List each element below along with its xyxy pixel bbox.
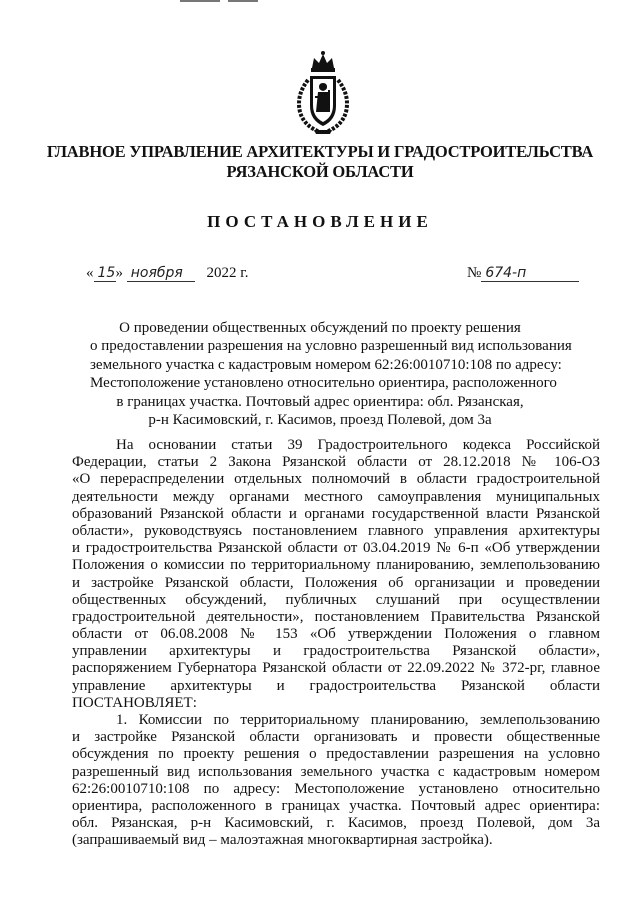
subject-line: О проведении общественных обсуждений по проекту решения xyxy=(119,320,521,336)
scan-mark xyxy=(180,0,270,6)
document-body xyxy=(72,437,600,850)
body-line: области от 06.08.2008 № 153 «Об утверждении Положения о главном xyxy=(72,626,600,643)
body-line: 1. Комиссии по территориальному планированию, землепользованию xyxy=(116,712,600,728)
body-line: области», руководствуясь постановлением главного управления архитектуры xyxy=(72,522,600,539)
body-line: и застройке Рязанской области организовать и провести общественные xyxy=(72,729,600,746)
document-type-title: ПОСТАНОВЛЕНИЕ xyxy=(207,212,433,231)
body-line: и застройке Рязанской области, Положения об организации и проведении xyxy=(72,574,600,591)
body-line: «О перераспределении отдельных полномочий в области градостроительной xyxy=(72,471,600,488)
subject-line: Местоположение установлено относительно ориентира, расположенного xyxy=(90,375,557,392)
subject-line: в границах участка. Почтовый адрес ориентира: обл. Рязанская, xyxy=(116,393,524,410)
document-number xyxy=(467,265,579,282)
body-line: На основании статьи 39 Градостроительного кодекса Российской xyxy=(116,437,600,453)
body-line: (запрашиваемый вид – малоэтажная многоквартирная застройка). xyxy=(72,832,493,849)
body-line: разрешенный вид использования земельного участка с кадастровым номером xyxy=(72,763,600,780)
body-line: Положения о комиссии по территориальному планированию, землепользованию xyxy=(72,557,600,574)
date-month: ноября xyxy=(127,265,195,282)
body-line: управлении архитектуры и градостроительства Рязанской области», xyxy=(72,643,600,660)
coat-of-arms-ryazan-icon xyxy=(292,50,354,136)
subject-line: земельного участка с кадастровым номером 62:26:0010710:108 по адресу: xyxy=(90,356,562,373)
date-year: 2022 г. xyxy=(206,265,249,281)
body-line: общественных обсуждений, публичных слушаний при осуществлении xyxy=(72,591,600,608)
document-date xyxy=(86,265,248,287)
body-line: обсуждения по проекту решения о предоставлении разрешения на условно xyxy=(72,746,600,763)
body-line: образований Рязанской области и органами государственной власти Рязанской xyxy=(72,505,600,522)
body-line: обл. Рязанская, р-н Касимовский, г. Касимов, проезд Полевой, дом 3а xyxy=(72,815,600,832)
body-line-resolves: ПОСТАНОВЛЯЕТ: xyxy=(72,694,197,711)
body-line: градостроительной деятельности», постановлением Правительства Рязанской xyxy=(72,608,600,625)
number-prefix: № xyxy=(467,265,482,281)
body-line: управление архитектуры и градостроительства Рязанской области xyxy=(72,677,600,694)
body-line: распоряжением Губернатора Рязанской области от 22.09.2022 № 372-рг, главное xyxy=(72,660,600,677)
date-open-quote: « xyxy=(86,265,94,281)
document-subject xyxy=(90,319,572,429)
body-line: ориентира, расположенного в границах участка. Почтовый адрес ориентира: xyxy=(72,797,600,814)
organization-name-line1: ГЛАВНОЕ УПРАВЛЕНИЕ АРХИТЕКТУРЫ И ГРАДОСТРОИТЕЛЬСТВА xyxy=(46,142,594,161)
body-line: и градостроительства Рязанской области от 03.04.2019 № 6-п «Об утверждении xyxy=(72,540,600,557)
subject-line: р-н Касимовский, г. Касимов, проезд Полевой, дом 3а xyxy=(148,412,492,429)
body-line: Федерации, статьи 2 Закона Рязанской области от 28.12.2018 № 106-ОЗ xyxy=(72,454,600,471)
subject-line: о предоставлении разрешения на условно разрешенный вид использования xyxy=(90,338,572,355)
organization-name-line2: РЯЗАНСКОЙ ОБЛАСТИ xyxy=(226,162,414,181)
date-day: 15 xyxy=(94,265,116,282)
number-value: 674-п xyxy=(481,265,579,282)
body-line: 62:26:0010710:108 по адресу: Местоположение установлено относительно xyxy=(72,780,600,797)
body-line: деятельности между органами местного самоуправления муниципальных xyxy=(72,488,600,505)
date-close-quote: » xyxy=(115,265,123,281)
